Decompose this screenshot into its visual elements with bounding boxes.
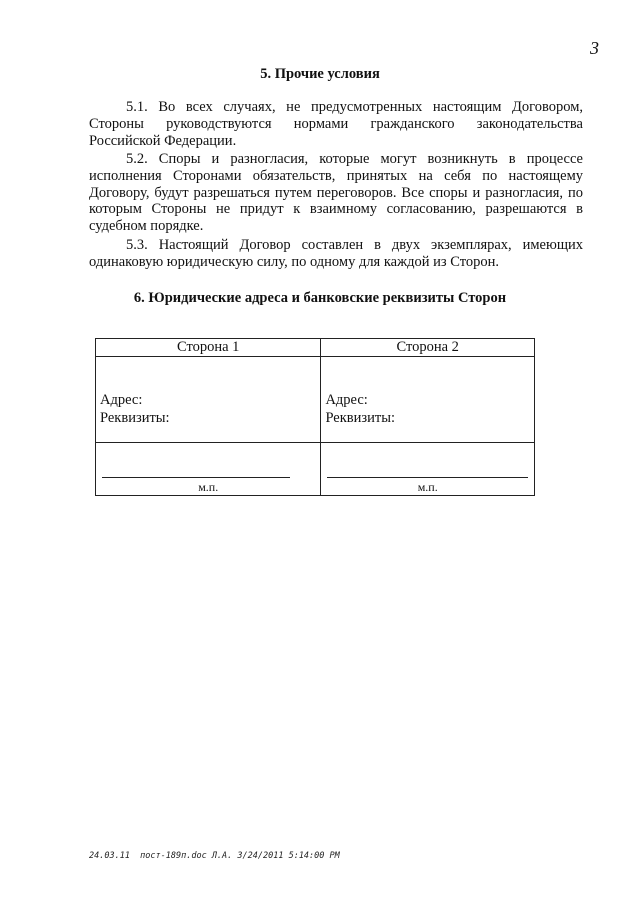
party-2-address-label: Адрес: bbox=[325, 392, 368, 408]
paragraph-5-1: 5.1. Во всех случаях, не предусмотренных настоящим Договором, Стороны руководствуются нормами гражданского законодательства Российской Федерации. bbox=[89, 99, 583, 149]
party-2-signature-line bbox=[327, 477, 528, 478]
party-1-signature-cell bbox=[96, 443, 321, 496]
party-1-info-cell bbox=[96, 357, 321, 443]
party-1-details-label: Реквизиты: bbox=[100, 410, 170, 426]
section-5-title: 5. Прочие условия bbox=[260, 66, 380, 82]
party-2-stamp-label: м.п. bbox=[417, 480, 438, 494]
table-header-row bbox=[96, 339, 535, 357]
page-number: 3 bbox=[590, 38, 599, 58]
party-2-details-label: Реквизиты: bbox=[325, 410, 395, 426]
party-1-header: Сторона 1 bbox=[96, 339, 321, 357]
party-2-signature-cell bbox=[321, 443, 535, 496]
paragraph-5-3: 5.3. Настоящий Договор составлен в двух экземплярах, имеющих одинаковую юридическую силу, по одному для каждой из Сторон. bbox=[89, 237, 583, 270]
table-signature-row bbox=[96, 443, 535, 496]
section-6-title: 6. Юридические адреса и банковские реквизиты Сторон bbox=[133, 290, 507, 306]
party-1-stamp-label: м.п. bbox=[198, 480, 219, 494]
table-info-row bbox=[96, 357, 535, 443]
paragraph-5-2: 5.2. Споры и разногласия, которые могут возникнуть в процессе исполнения Сторонами обязательств, принятых на себя по настоящему Договору, будут разрешаться путем переговоров. Все споры и разногласия, по которым Стороны не придут к взаимному согласованию, разрешаются в судебном порядке. bbox=[89, 151, 583, 235]
party-2-header: Сторона 2 bbox=[321, 339, 535, 357]
party-1-address-label: Адрес: bbox=[100, 392, 143, 408]
party-1-signature-line bbox=[102, 477, 290, 478]
party-2-info-cell bbox=[321, 357, 535, 443]
requisites-table bbox=[95, 338, 535, 496]
document-footer: 24.03.11 пост-189п.doc Л.А. 3/24/2011 5:14:00 PM bbox=[89, 851, 340, 861]
